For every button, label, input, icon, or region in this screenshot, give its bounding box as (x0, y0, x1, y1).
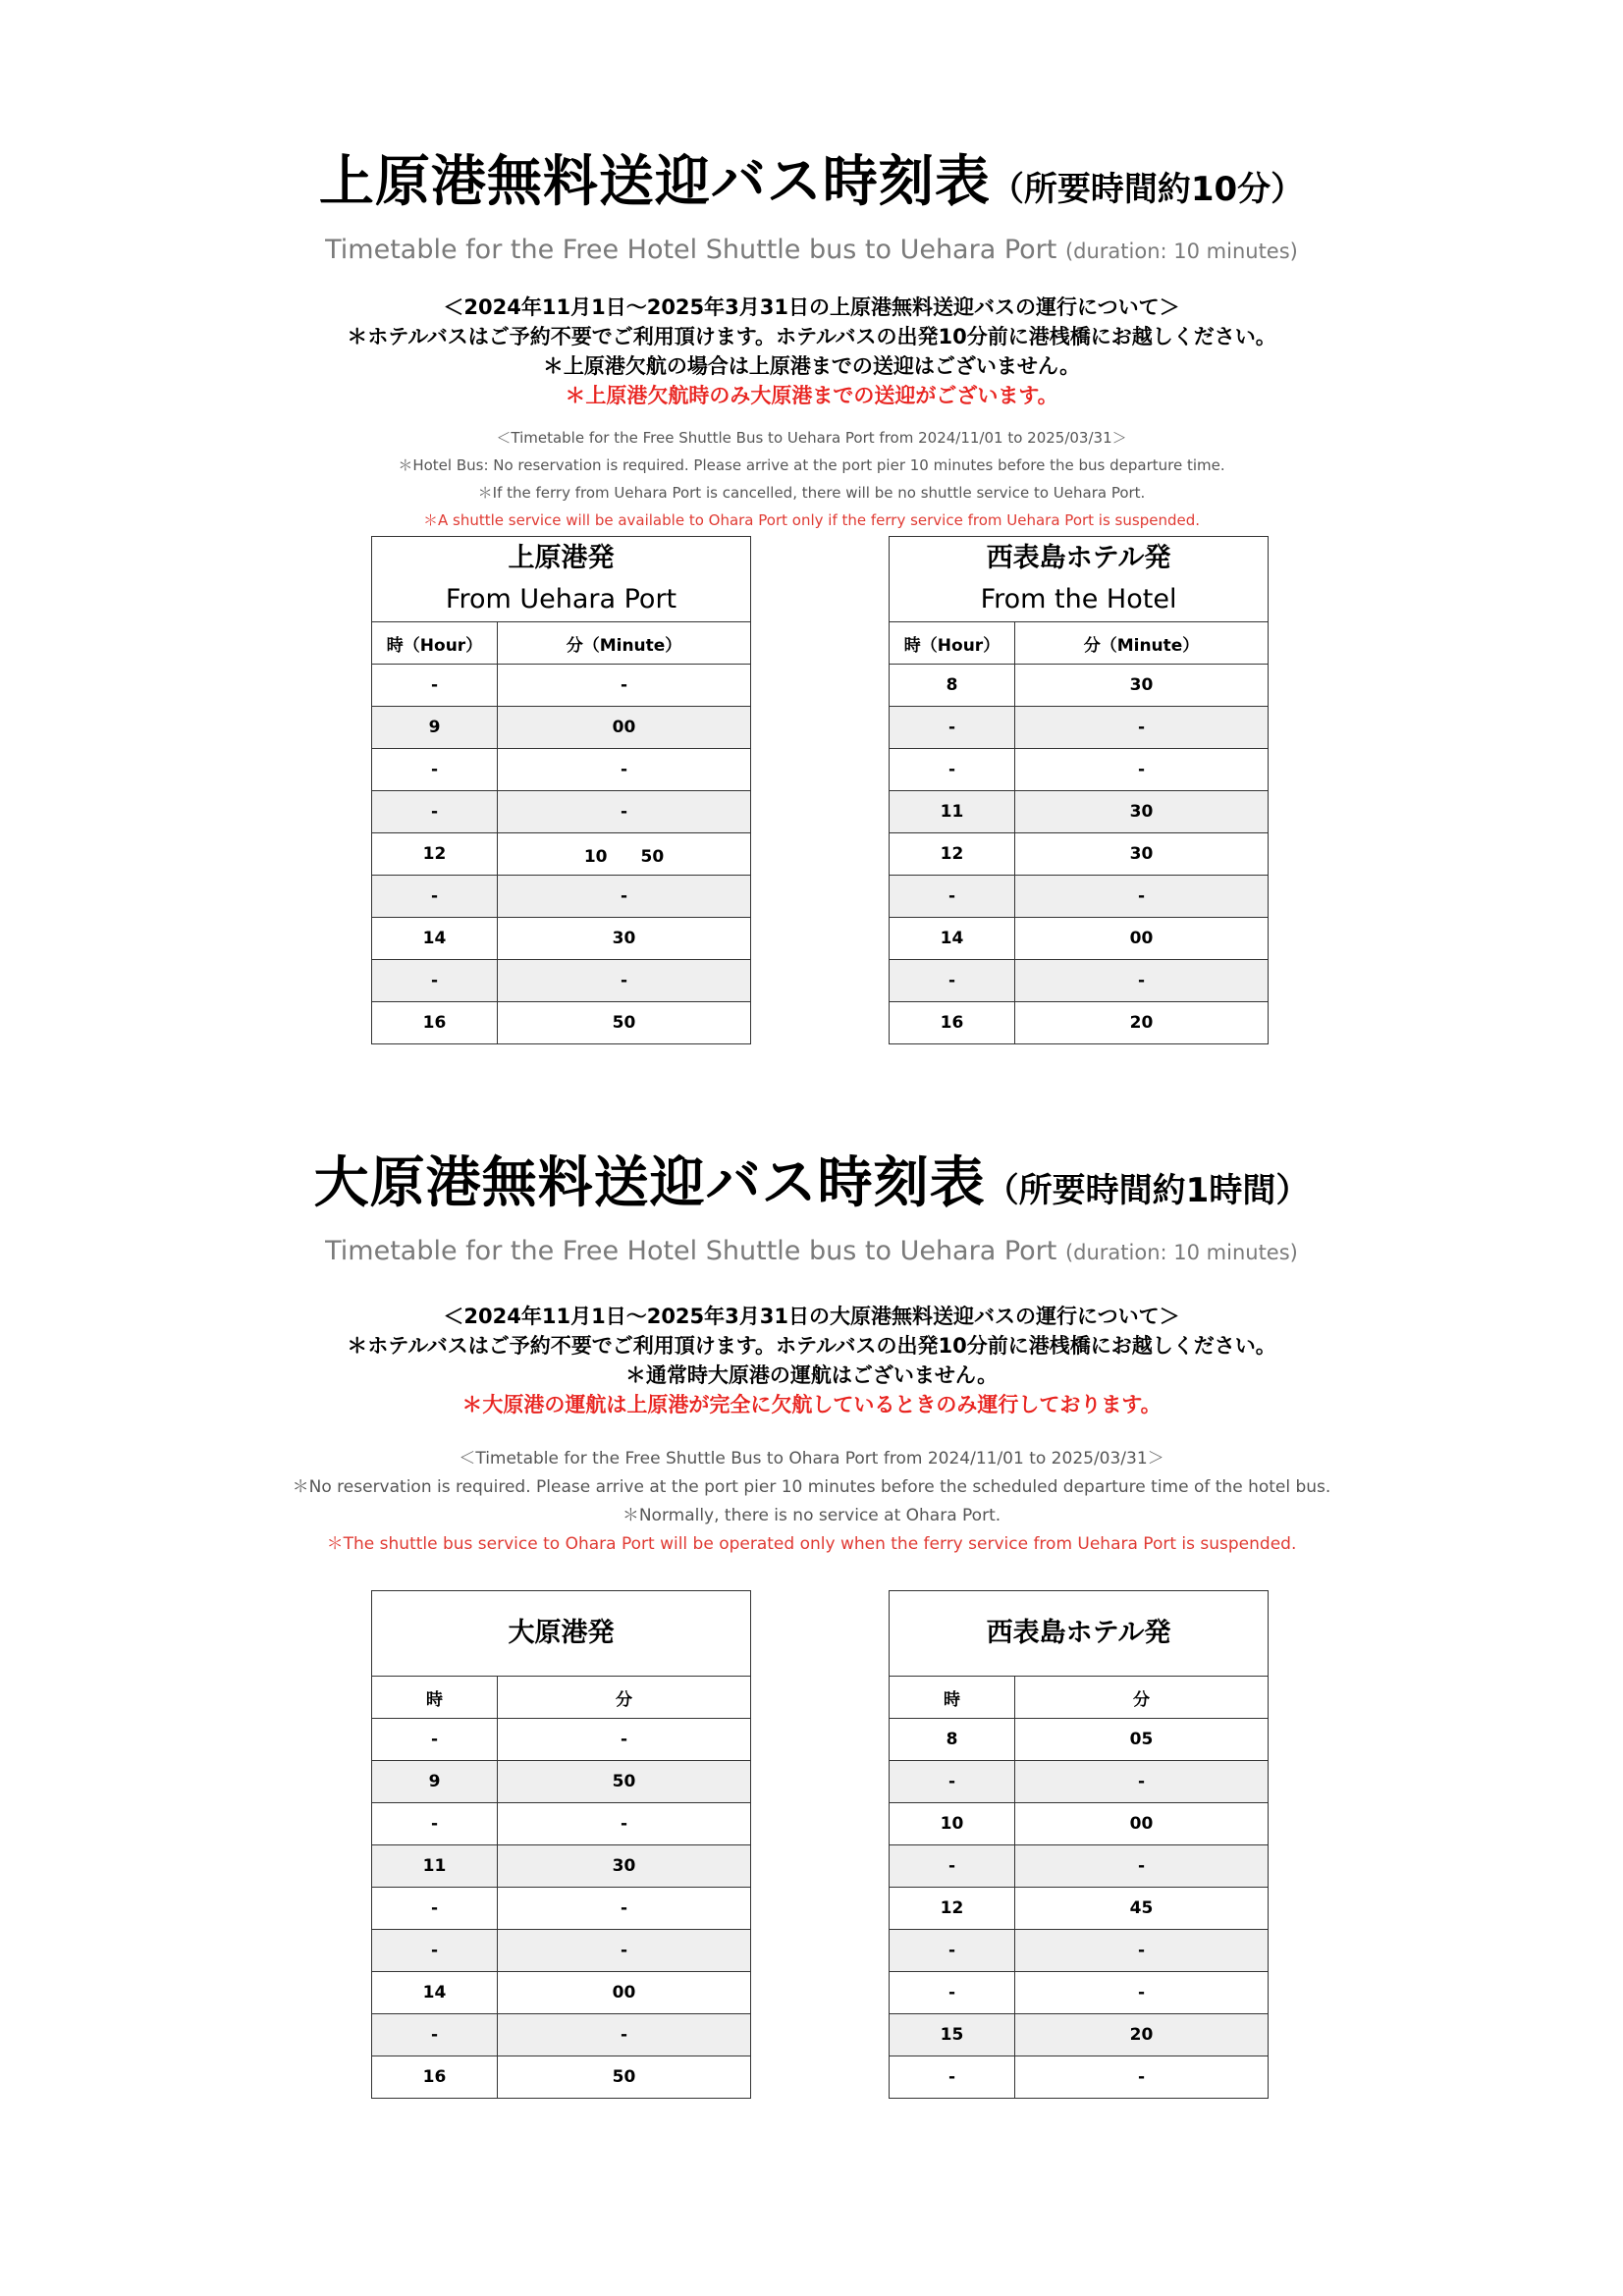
note-jp: ＊上原港欠航の場合は上原港までの送迎はございません。 (542, 354, 1081, 378)
minute-cell: - (498, 960, 751, 1002)
minute-cell: 30 (498, 1845, 751, 1888)
hour-cell: 10 (890, 1803, 1015, 1845)
hour-cell: 11 (372, 1845, 498, 1888)
note-jp-warning: ＊大原港の運航は上原港が完全に欠航しているときのみ運行しております。 (461, 1393, 1162, 1416)
hour-cell: - (890, 960, 1015, 1002)
table-row (890, 1719, 1269, 1761)
uehara-section (0, 147, 1623, 534)
hour-cell: 11 (890, 791, 1015, 833)
table-row (890, 1002, 1269, 1044)
note-jp-warning: ＊上原港欠航時のみ大原港までの送迎がございます。 (565, 384, 1058, 407)
note-jp: ＊ホテルバスはご予約不要でご利用頂けます。ホテルバスの出発10分前に港桟橋にお越しください。 (347, 325, 1276, 348)
note-en-warning: ＊The shuttle bus service to Ohara Port will be operated only when the ferry service from Uehara Port is suspended. (326, 1534, 1297, 1554)
minute-cell: - (1015, 960, 1269, 1002)
table-row (372, 1888, 751, 1930)
hour-cell: 12 (890, 833, 1015, 876)
title-main: 大原港無料送迎バス時刻表 (313, 1151, 986, 1215)
hour-cell: - (890, 707, 1015, 749)
table-row (890, 1888, 1269, 1930)
table-row (372, 707, 751, 749)
table-row (372, 876, 751, 918)
minute-cell: - (498, 876, 751, 918)
column-header-minute: 分（Minute） (1015, 622, 1269, 665)
minute-cell: 45 (1015, 1888, 1269, 1930)
table-header-jp: 大原港発 (508, 1618, 615, 1648)
minute-cell: - (498, 1803, 751, 1845)
table-row (890, 2056, 1269, 2099)
column-header-hour: 時（Hour） (890, 622, 1015, 665)
minute-cell: 30 (1015, 833, 1269, 876)
table-row (890, 707, 1269, 749)
note-en: ＊Normally, there is no service at Ohara Port. (622, 1506, 1001, 1525)
minute-cell: - (1015, 707, 1269, 749)
page-subtitle (0, 231, 1623, 271)
table-row (372, 1930, 751, 1972)
table-row (372, 2014, 751, 2056)
table-row (890, 876, 1269, 918)
table-row (372, 1845, 751, 1888)
hour-cell: - (372, 1719, 498, 1761)
minute-cell: 50 (498, 1761, 751, 1803)
table-row (890, 1803, 1269, 1845)
minute-cell: - (498, 1888, 751, 1930)
ohara-section (0, 1148, 1623, 1559)
hour-cell: 14 (890, 918, 1015, 960)
note-en: ＜Timetable for the Free Shuttle Bus to Ohara Port from 2024/11/01 to 2025/03/31＞ (459, 1449, 1164, 1468)
hour-cell: 8 (890, 665, 1015, 707)
subtitle-main: Timetable for the Free Hotel Shuttle bus to Uehara Port (325, 235, 1057, 265)
table-row (890, 665, 1269, 707)
column-header-minute: 分 (1015, 1677, 1269, 1719)
minute-cell: 00 (1015, 1803, 1269, 1845)
subtitle-duration: (duration: 10 minutes) (1064, 240, 1298, 263)
table-header (890, 1591, 1269, 1677)
table-header-en: From Uehara Port (445, 584, 677, 614)
minute-cell: - (498, 791, 751, 833)
minute-cell: - (498, 749, 751, 791)
table-row (372, 1761, 751, 1803)
minute-cell: 50 (498, 1002, 751, 1044)
hour-cell: 14 (372, 1972, 498, 2014)
minute-cell: 10 50 (498, 833, 751, 876)
note-en: ＜Timetable for the Free Shuttle Bus to Uehara Port from 2024/11/01 to 2025/03/31＞ (496, 429, 1127, 447)
notes-english (0, 1445, 1623, 1559)
table-row (890, 1972, 1269, 2014)
title-duration: （所要時間約1時間） (985, 1171, 1310, 1210)
table-header-jp: 西表島ホテル発 (986, 543, 1171, 573)
table-row (890, 791, 1269, 833)
page-title (0, 1148, 1623, 1226)
minute-cell: 30 (1015, 791, 1269, 833)
note-jp: ＊ホテルバスはご予約不要でご利用頂けます。ホテルバスの出発10分前に港桟橋にお越しください。 (347, 1334, 1276, 1358)
column-header-hour: 時 (890, 1677, 1015, 1719)
hour-cell: - (372, 1930, 498, 1972)
notes-japanese (0, 293, 1623, 410)
table-row (890, 2014, 1269, 2056)
minute-cell: 20 (1015, 1002, 1269, 1044)
hour-cell: - (372, 2014, 498, 2056)
hour-cell: - (890, 876, 1015, 918)
minute-cell: 00 (498, 707, 751, 749)
table-header-jp: 上原港発 (508, 543, 615, 573)
hour-cell: 16 (890, 1002, 1015, 1044)
note-en: ＊No reservation is required. Please arrive at the port pier 10 minutes before the scheduled departure time of the hotel bus. (292, 1477, 1331, 1497)
minute-cell: - (1015, 2056, 1269, 2099)
minute-cell: - (1015, 1930, 1269, 1972)
table-row (372, 918, 751, 960)
hour-cell: - (890, 2056, 1015, 2099)
subtitle-main: Timetable for the Free Hotel Shuttle bus to Uehara Port (325, 1236, 1057, 1266)
title-duration: （所要時間約10分） (990, 170, 1305, 209)
minute-cell: 20 (1015, 2014, 1269, 2056)
page-subtitle (0, 1232, 1623, 1272)
hour-cell: - (372, 1888, 498, 1930)
table-header (372, 537, 751, 622)
page-title (0, 147, 1623, 225)
minute-cell: - (498, 1719, 751, 1761)
hotel-departure-table (889, 536, 1269, 1044)
table-row (372, 960, 751, 1002)
table-row (890, 1761, 1269, 1803)
hour-cell: 16 (372, 2056, 498, 2099)
table-header (890, 537, 1269, 622)
table-header-en: From the Hotel (980, 584, 1177, 614)
ohara-departure-table (371, 1590, 751, 2099)
table-row (890, 833, 1269, 876)
note-jp: ＜2024年11月1日～2025年3月31日の大原港無料送迎バスの運行について＞ (443, 1305, 1180, 1328)
minute-cell: 00 (498, 1972, 751, 2014)
table-row (372, 749, 751, 791)
hour-cell: - (890, 1972, 1015, 2014)
table-row (890, 749, 1269, 791)
hour-cell: - (890, 1930, 1015, 1972)
table-header-jp: 西表島ホテル発 (986, 1618, 1171, 1648)
hour-cell: 14 (372, 918, 498, 960)
hour-cell: 16 (372, 1002, 498, 1044)
hotel-departure-table (889, 1590, 1269, 2099)
table-row (372, 833, 751, 876)
hour-cell: - (372, 960, 498, 1002)
hour-cell: 12 (890, 1888, 1015, 1930)
minute-cell: 00 (1015, 918, 1269, 960)
table-row (372, 1002, 751, 1044)
table-row (372, 1972, 751, 2014)
table-row (372, 1803, 751, 1845)
minute-cell: 30 (498, 918, 751, 960)
note-en-warning: ＊A shuttle service will be available to Ohara Port only if the ferry service from Uehara Port is suspended. (423, 511, 1200, 529)
hour-cell: - (890, 1845, 1015, 1888)
hour-cell: 9 (372, 707, 498, 749)
minute-cell: - (498, 665, 751, 707)
note-en: ＊Hotel Bus: No reservation is required. Please arrive at the port pier 10 minutes before the bus departure time. (398, 456, 1225, 474)
note-jp: ＊通常時大原港の運航はございません。 (624, 1363, 999, 1387)
hour-cell: - (372, 749, 498, 791)
table-row (890, 960, 1269, 1002)
notes-japanese (0, 1302, 1623, 1419)
note-en: ＊If the ferry from Uehara Port is cancelled, there will be no shuttle service to Uehara Port. (477, 484, 1146, 502)
uehara-departure-table (371, 536, 751, 1044)
table-row (890, 918, 1269, 960)
minute-cell: - (1015, 1845, 1269, 1888)
minute-cell: - (1015, 749, 1269, 791)
hour-cell: - (372, 876, 498, 918)
hour-cell: 8 (890, 1719, 1015, 1761)
hour-cell: - (372, 665, 498, 707)
table-header (372, 1591, 751, 1677)
minute-cell: 30 (1015, 665, 1269, 707)
minute-cell: - (498, 1930, 751, 1972)
column-header-hour: 時 (372, 1677, 498, 1719)
table-row (890, 1845, 1269, 1888)
minute-cell: - (1015, 1972, 1269, 2014)
hour-cell: - (372, 1803, 498, 1845)
column-header-minute: 分 (498, 1677, 751, 1719)
table-row (372, 1719, 751, 1761)
table-row (372, 791, 751, 833)
table-row (372, 2056, 751, 2099)
table-row (372, 665, 751, 707)
hour-cell: - (890, 1761, 1015, 1803)
column-header-hour: 時（Hour） (372, 622, 498, 665)
table-row (890, 1930, 1269, 1972)
hour-cell: 9 (372, 1761, 498, 1803)
minute-cell: - (1015, 1761, 1269, 1803)
hour-cell: - (372, 791, 498, 833)
hour-cell: 12 (372, 833, 498, 876)
column-header-minute: 分（Minute） (498, 622, 751, 665)
note-jp: ＜2024年11月1日～2025年3月31日の上原港無料送迎バスの運行について＞ (443, 295, 1180, 319)
minute-cell: - (1015, 876, 1269, 918)
subtitle-duration: (duration: 10 minutes) (1064, 1241, 1298, 1264)
title-main: 上原港無料送迎バス時刻表 (318, 150, 991, 214)
minute-cell: - (498, 2014, 751, 2056)
hour-cell: - (890, 749, 1015, 791)
minute-cell: 50 (498, 2056, 751, 2099)
minute-cell: 05 (1015, 1719, 1269, 1761)
hour-cell: 15 (890, 2014, 1015, 2056)
notes-english (0, 424, 1623, 534)
